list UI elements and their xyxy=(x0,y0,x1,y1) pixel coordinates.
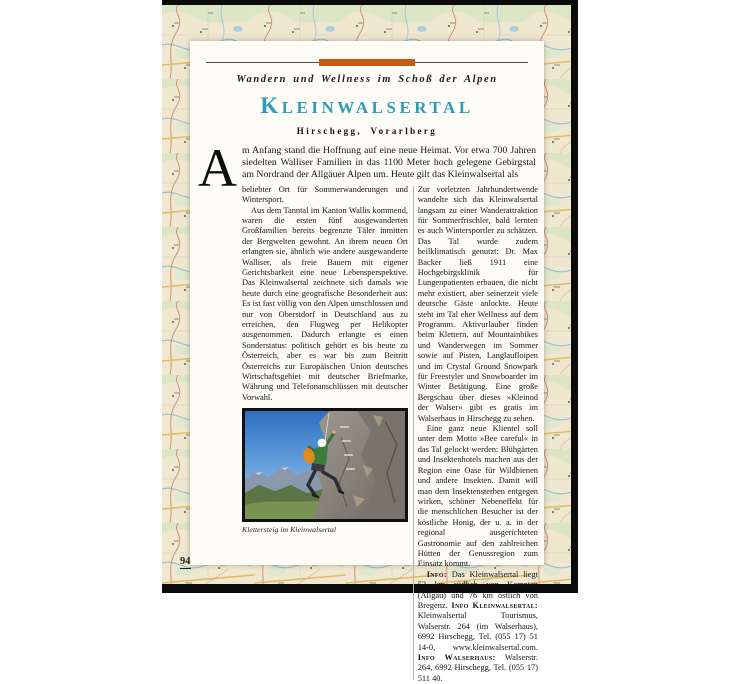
left-column xyxy=(242,185,408,684)
climber-photo xyxy=(242,408,408,522)
article-title-initial: K xyxy=(260,93,282,118)
book-page-photo xyxy=(162,0,578,683)
left-paragraph-2: Aus dem Tanntal im Kanton Wallis kommend, waren die ersten fünf ausgewanderten Großfamilien bereits begrenzte Täler inmitten der Bergwelten gewohnt. An ihrem neuen Ort erlangten sie, ähnlich wie andere ausgewanderte Walliser, als freie Bauern mit eigener Gerichtsbarkeit eine neue Lebensperspektive. Das Kleinwalsertal zeichnete sich damals wie heute durch eine geografische Besonderheit aus: Es ist fast völlig von den Alpen umschlossen und nur von Oberstdorf in Deutschland aus zu erreichen, den Flugweg per Helikopter ausgenommen. Dadurch erlangte es einen Sonderstatus: politisch gehört es bis heute zu Österreich, aber es war bis zum Beitritt Österreichs zur Europäischen Union deutsches Wirtschaftsgebiet mit deutscher Briefmarke, Währung und Telefonanschlüssen mit deutscher Vorwahl. xyxy=(242,205,408,402)
two-column-body xyxy=(242,185,538,684)
info-text-3: Walserstr. 264, 6992 Hirschegg, Tel. (055 17) 511 40. xyxy=(417,653,538,683)
right-paragraph-2: Eine ganz neue Klientel soll unter dem Motto »Bee careful« in das Tal gelockt werden: Blühgärten und Insektenhotels machen aus der Region eine Oase für Wildbienen und andere Insekten. Damit will man dem Insektensterben entgegen wirken, schöner Nebeneffekt für die menschlichen Besucher ist der köstliche Honig, der u. a. in der regional ausgerichteten Gastronomie auf den zahlreichen Hütten der Genussregion zum Einsatz kommt. xyxy=(417,424,538,569)
article-page xyxy=(190,41,544,683)
article-kicker: Wandern und Wellness im Schoß der Alpen xyxy=(236,74,498,85)
page-number: 94 xyxy=(180,556,191,567)
left-paragraph-1: beliebter Ort für Sommerwanderungen und Wintersport. xyxy=(242,184,408,205)
info-kleinwalsertal-label: Info Kleinwalsertal: xyxy=(451,600,539,610)
article-title-rest: LEINWALSERTAL xyxy=(281,98,474,117)
header-rule xyxy=(206,59,528,66)
lead-text: m Anfang stand die Hoffnung auf eine neue Heimat. Vor etwa 700 Jahren siedelten Walliser Familien in das 1100 Meter hoch gelegene Gebirgstal am Nordrand der Allgäuer Alpen um. Heute gilt das Kleinwalsertal als xyxy=(242,145,536,180)
header-rule-accent-bar xyxy=(319,59,415,66)
right-column xyxy=(418,185,538,684)
climber-photo-illustration xyxy=(245,411,405,519)
info-label: Info: xyxy=(426,569,447,579)
info-text-2: Kleinwalsertal Tourismus, Walserstr. 264 (im Walserhaus), 6992 Hirschegg, Tel. (055 17) 51 14-0, www.kleinwalsertal.com. xyxy=(417,611,538,652)
article-subtitle: Hirschegg, Vorarlberg xyxy=(296,126,438,136)
drop-cap: A xyxy=(198,138,237,198)
photo-caption: Klettersteig im Kleinwalsertal xyxy=(242,525,336,535)
info-paragraph xyxy=(418,570,538,684)
info-text-1: Das Kleinwalsertal liegt 52 km südlich von Kempten (Allgäu) und 76 km östlich von Bregenz. xyxy=(417,569,538,610)
info-walserhaus-label: Info Walserhaus: xyxy=(417,653,496,662)
right-paragraph-1: Zur vorletzten Jahrhundertwende wandelte sich das Kleinwalsertal langsam zu einer Wanderattraktion für Sommerfrischler, bald lernten es auch Wintersportler zu schätzen. Das Tal wurde zudem heilklimatisch genutzt: Dr. Max Backer ließ 1911 eine Hochgebirgsklinik für Lungenpatienten erbauen, die nicht mehr existiert, aber seinerzeit viele deutsche Gäste anlockte. Heute steht im Tal eher Wellness auf dem Programm. Aktivurlauber finden beim Klettern, auf Mountainbikes und Wanderwegen im Sommer sowie auf Pisten, Langlaufloipen und im Crystal Ground Snowpark für Freestyler und Snowboarder im Winter Betätigung. Eine große Bergschau über dieses »Kleinod der Walser« gibt es gratis im Walserhaus in Hirschegg zu sehen. xyxy=(417,184,538,423)
article-title xyxy=(196,93,538,118)
column-divider xyxy=(413,186,414,681)
